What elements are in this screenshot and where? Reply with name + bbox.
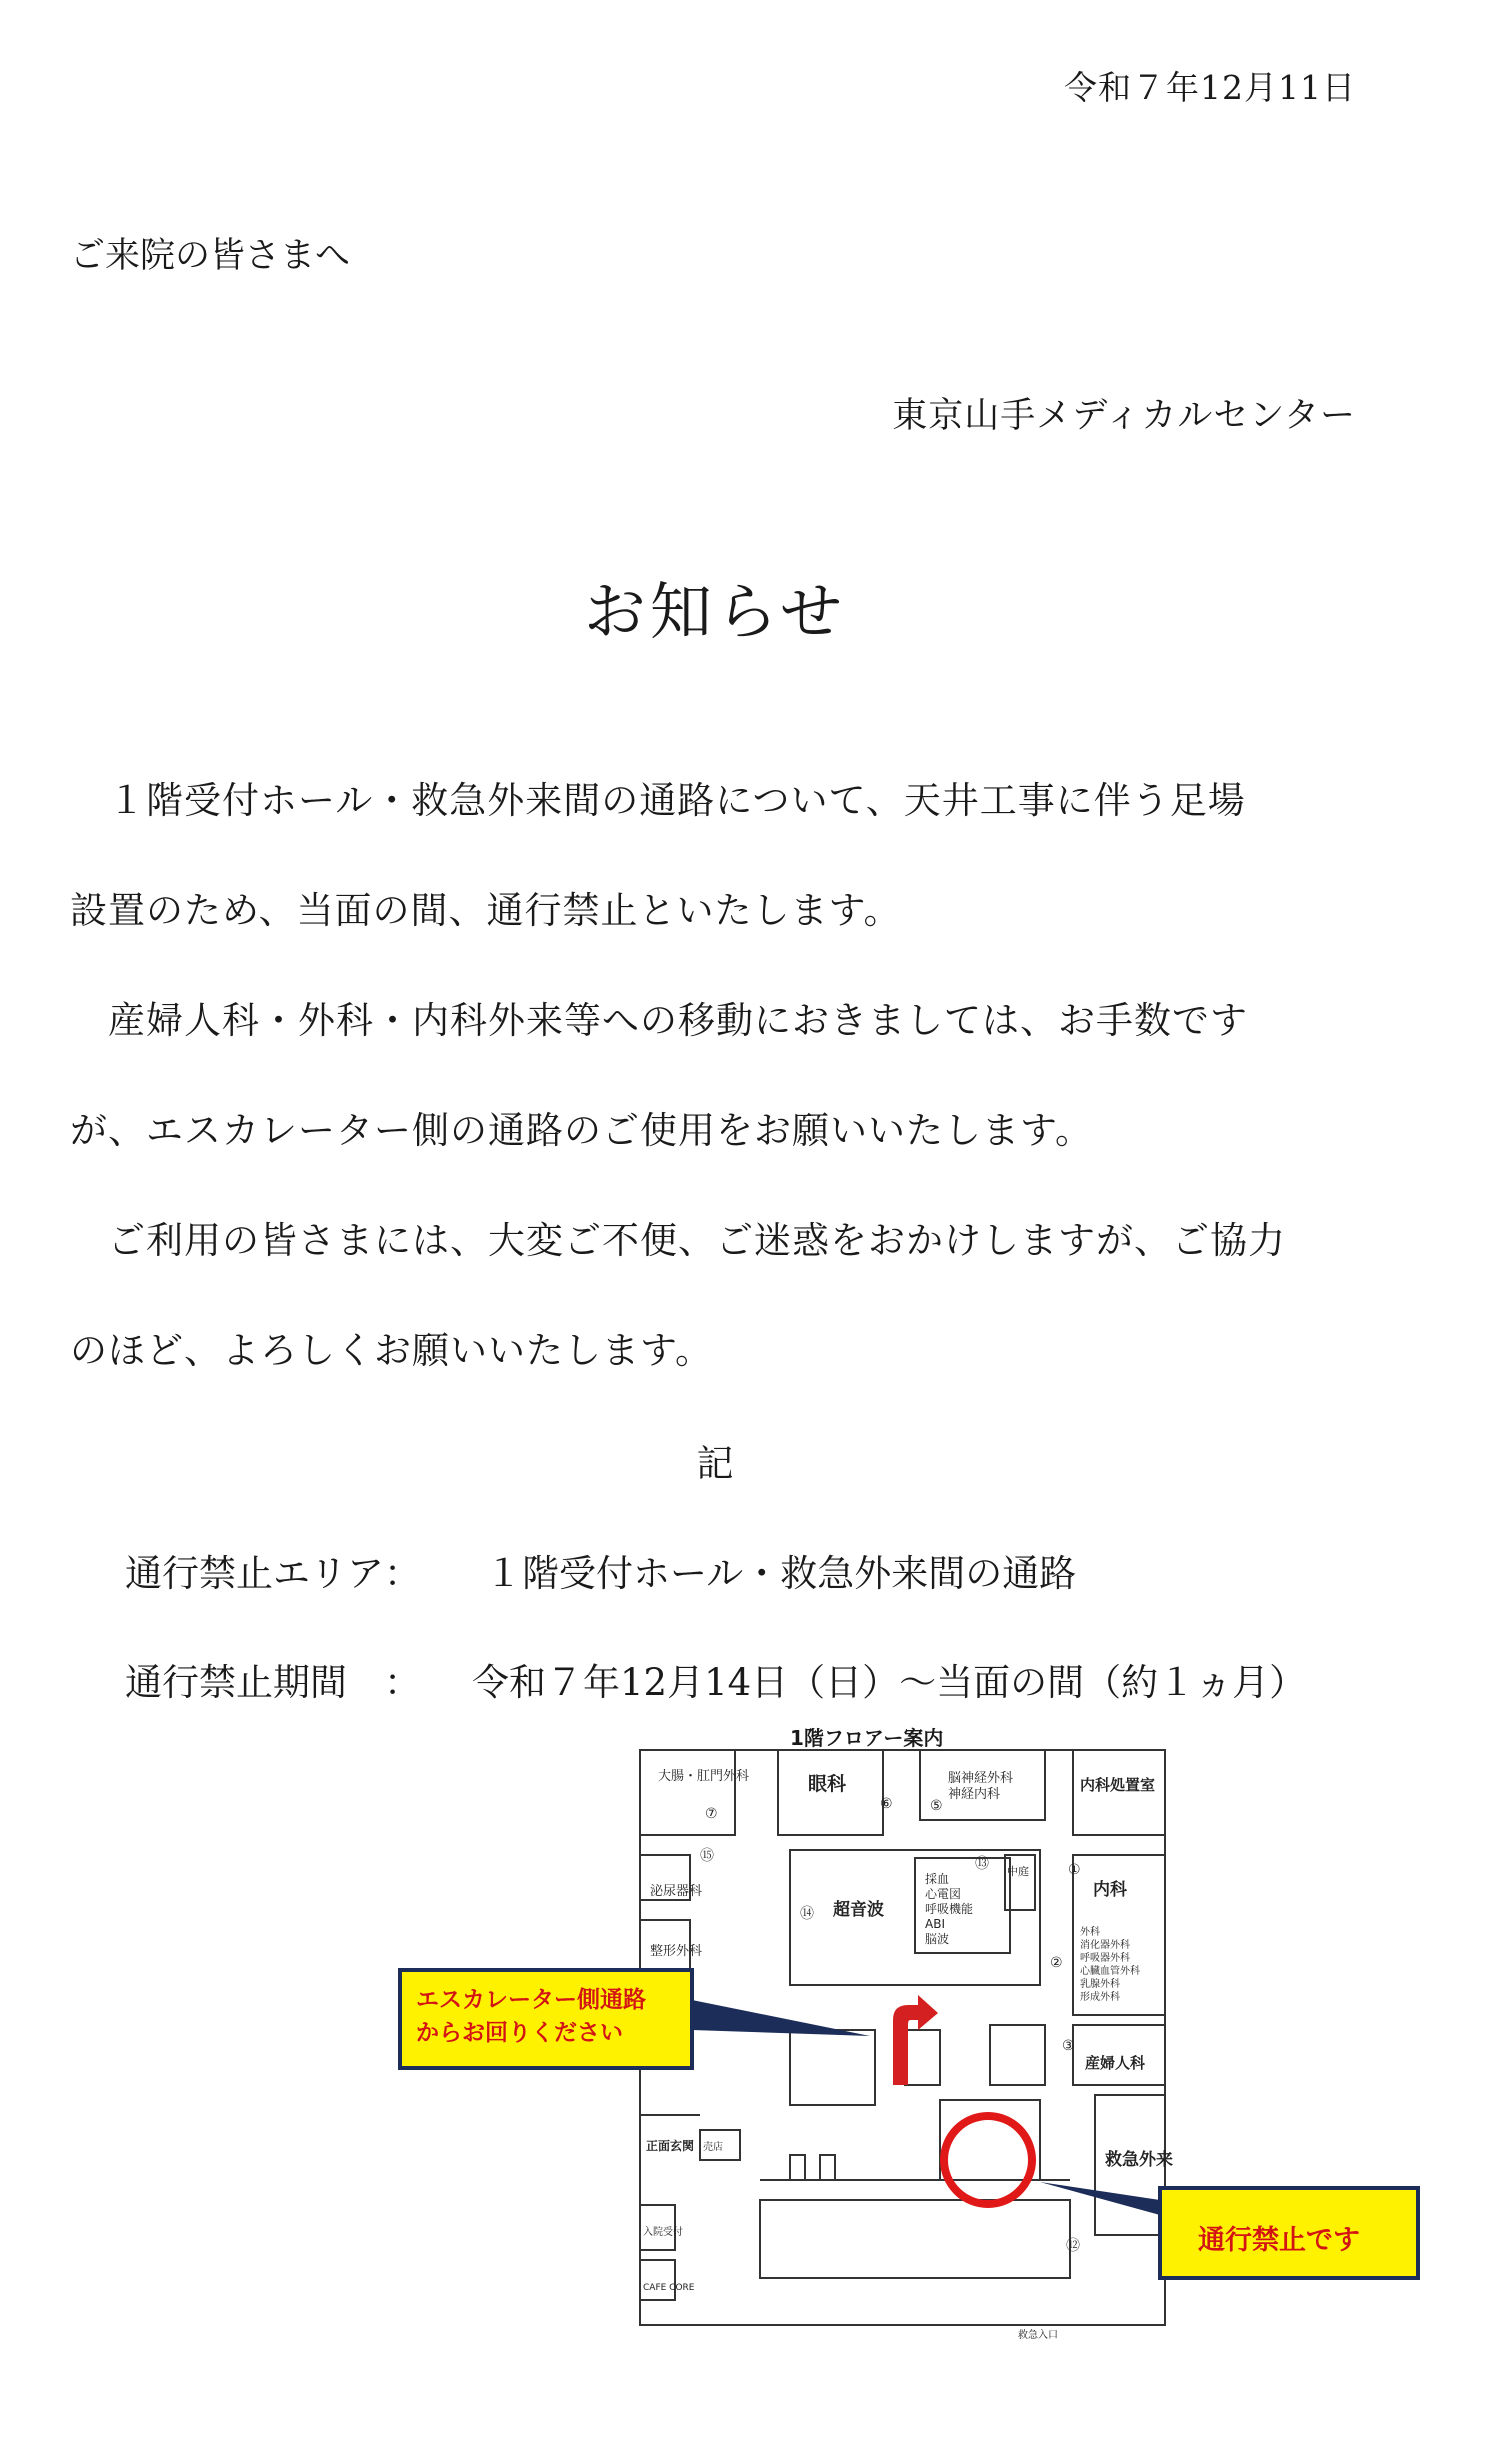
map-number: ①	[1068, 1862, 1081, 1878]
map-label-emergency: 救急外来	[1105, 2150, 1173, 2170]
map-label-courtyard: 中庭	[1007, 1865, 1029, 1878]
map-label-admission: 入院受付	[643, 2227, 683, 2238]
reception-counters	[760, 2200, 1070, 2278]
map-label-colorectal: 大腸・肛門外科	[658, 1769, 750, 1784]
map-number: ③	[1062, 2038, 1075, 2054]
map-label-obgyn: 産婦人科	[1085, 2054, 1146, 2072]
map-label-neurology: 神経内科	[948, 1787, 1001, 1802]
map-label-urology: 泌尿器科	[650, 1884, 703, 1899]
body-line: 設置のため、当面の間、通行禁止といたします。	[70, 889, 902, 932]
map-label-cafe: CAFE CORE	[643, 2283, 695, 2293]
map-label-test: 呼吸機能	[925, 1902, 974, 1916]
map-label-test: ABI	[925, 1917, 945, 1931]
map-label-ophthalmology: 眼科	[808, 1773, 847, 1795]
restricted-area-value: １階受付ホール・救急外来間の通路	[485, 1552, 1077, 1595]
body-line: ご利用の皆さまには、大変ご不便、ご迷惑をおかけしますが、ご協力	[70, 1219, 1286, 1262]
map-label-shop: 売店	[703, 2142, 723, 2153]
blocked-area-circle	[944, 2116, 1032, 2204]
body-line: １階受付ホール・救急外来間の通路について、天井工事に伴う足場	[70, 779, 1246, 822]
map-label-sub: 外科	[1080, 1927, 1100, 1938]
notice-date: 令和７年12月11日	[1064, 68, 1356, 107]
map-label-test: 心電図	[925, 1887, 962, 1901]
map-number: ⑥	[880, 1796, 893, 1812]
map-number: ②	[1050, 1955, 1063, 1971]
ki-heading: 記	[696, 1442, 734, 1485]
map-label-ultrasound: 超音波	[833, 1900, 884, 1920]
map-label-orthopedics: 整形外科	[650, 1944, 703, 1959]
map-number: ⑦	[705, 1806, 718, 1822]
map-label-emergency-entrance: 救急入口	[1018, 2330, 1058, 2341]
addressee: ご来院の皆さまへ	[70, 236, 351, 276]
map-label-sub: 心臓血管外科	[1080, 1966, 1140, 1977]
restricted-area-label: 通行禁止エリア：	[125, 1552, 421, 1595]
body-line: のほど、よろしくお願いいたします。	[70, 1329, 714, 1372]
map-label-sub: 乳腺外科	[1080, 1979, 1120, 1990]
callout-pointer-right	[1040, 2182, 1160, 2215]
map-label-test: 脳波	[925, 1932, 950, 1946]
callout-line: エスカレーター側通路	[416, 1987, 646, 2013]
callout-line: からお回りください	[416, 2020, 623, 2046]
blocked-callout: 通行禁止です	[1158, 2186, 1420, 2280]
map-number: ⑫	[1066, 2238, 1080, 2254]
map-label-neurosurgery: 脳神経外科	[948, 1771, 1014, 1786]
body-line: 産婦人科・外科・内科外来等への移動におきましては、お手数です	[70, 999, 1248, 1042]
map-number: ⑭	[800, 1906, 814, 1922]
sender-organization: 東京山手メディカルセンター	[892, 396, 1356, 436]
map-label-internal-treatment: 内科処置室	[1080, 1776, 1156, 1794]
escalator-route-arrow	[893, 1995, 938, 2085]
map-label-sub: 形成外科	[1080, 1992, 1120, 2003]
map-label-sub: 消化器外科	[1080, 1940, 1130, 1951]
map-label-test: 採血	[925, 1872, 950, 1886]
restricted-period-label: 通行禁止期間 ：	[125, 1661, 421, 1704]
map-number: ⑮	[700, 1848, 714, 1864]
map-label-internal-medicine: 内科	[1093, 1880, 1127, 1900]
restricted-period-value: 令和７年12月14日（日）～当面の間（約１ヵ月）	[472, 1661, 1307, 1704]
notice-title: お知らせ	[583, 575, 847, 648]
body-line: が、エスカレーター側の通路のご使用をお願いいたします。	[70, 1109, 1094, 1152]
room-colorectal	[640, 1750, 735, 1835]
escalator-route-callout	[398, 1968, 694, 2070]
map-number: ⑤	[930, 1798, 943, 1814]
map-label-sub: 呼吸器外科	[1080, 1953, 1130, 1964]
map-label-main-entrance: 正面玄関	[646, 2139, 695, 2153]
map-number: ⑬	[975, 1856, 989, 1872]
floor-map-title: 1階フロアー案内	[790, 1726, 944, 1750]
